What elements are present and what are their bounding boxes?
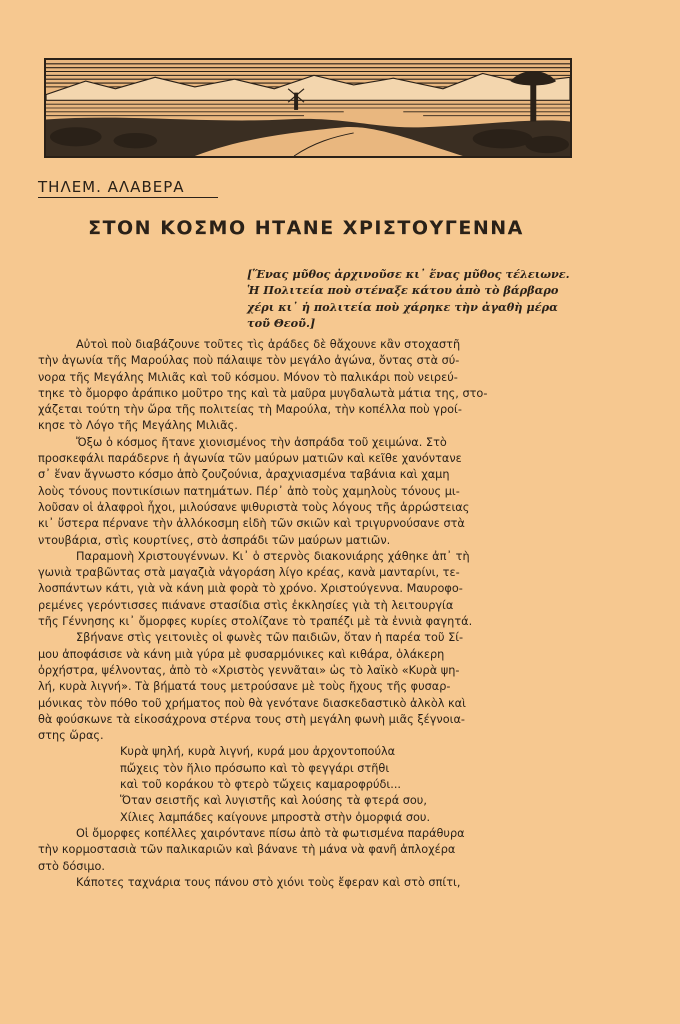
paragraph-6 [38,875,586,891]
verse-line: καὶ τοῦ κοράκου τὸ φτερὸ τὤχεις καμαροφρύδι... [120,778,402,792]
text-line: Ὄξω ὁ κόσμος ἤτανε χιονισμένος τὴν ἀσπράδα τοῦ χειμώνα. Στὸ [76,435,447,449]
author-name: ΤΗΛΕΜ. ΑΛΑΒΕΡΑ [38,178,185,196]
text-line: στὸ δόσιμο. [38,859,105,873]
landscape-engraving-icon [46,60,570,156]
text-line: νορα τῆς Μεγάλης Μιλιᾶς καὶ τοῦ κόσμου. Μόνον τὸ παλικάρι ποὺ νειρεύ- [38,370,458,384]
text-line: στης ὥρας. [38,729,104,743]
text-line: Κάποτες ταχνάρια τους πάνου στὸ χιόνι τοὺς ἔφεραν καὶ στὸ σπίτι, [76,875,461,889]
verse-line: πὤχεις τὸν ἥλιο πρόσωπο καὶ τὸ φεγγάρι στῆθι [120,761,390,775]
text-line: μου ἀποφάσισε νὰ κάνη μιὰ γύρα μὲ φυσαρμόνικες καὶ κιθάρα, ὁλάκερη [38,647,445,661]
text-line: τῆς Γέννησης κι᾿ ὄμορφες κυρίες στολίζανε τὸ τραπέζι μὲ τὰ ἐννιὰ φαγητά. [38,615,473,629]
text-line: ὀρχήστρα, ψέλνοντας, ἀπὸ τὸ «Χριστὸς γεννᾶται» ὡς τὸ λαϊκὸ «Κυρὰ ψη- [38,663,460,677]
paragraph-3 [38,549,586,630]
text-line: Αὐτοὶ ποὺ διαβάζουνε τοῦτες τὶς ἀράδες δὲ θἄχουνε κἂν στοχαστῆ [76,338,461,351]
text-line: σ᾿ ἕναν ἄγνωστο κόσμο ἀπὸ ζουζούνια, ἀραχνιασμένα ταβάνια καὶ χαμη [38,468,450,482]
text-line: Σβήνανε στὶς γειτονιὲς οἱ φωνὲς τῶν παιδιῶν, ὅταν ἡ παρέα τοῦ Σί- [76,631,464,645]
paragraph-5 [38,826,586,875]
text-line: Παραμονὴ Χριστουγέννων. Κι᾿ ὁ στερνὸς διακονιάρης χάθηκε ἀπ᾿ τὴ [76,549,470,563]
verse-line: Κυρὰ ψηλή, κυρὰ λιγνή, κυρά μου ἀρχοντοπούλα [120,745,396,759]
epigraph-line: [Ἕνας μῦθος ἀρχινοῦσε κι᾿ ἕνας μῦθος τέλειωνε. [247,267,570,281]
text-line: θὰ φούσκωνε τὰ εἰκοσάχρονα στέρνα τους στὴ μεγάλη φωνὴ μιᾶς ξέγνοια- [38,712,465,726]
text-line: τὴν κορμοστασιὰ τῶν παλικαριῶν καὶ βάνανε τὴ μάνα νὰ φανῆ ἀπλοχέρα [38,843,456,857]
verse-line: Χίλιες λαμπάδες καίγουνε μπροστὰ στὴν ὀμορφιά σου. [120,810,431,824]
epigraph-line: χέρι κι᾿ ἡ πολιτεία ποὺ χάρηκε τὴν ἀγαθὴ μέρα [247,299,558,314]
paragraph-1 [38,337,586,435]
article-title: ΣΤΟΝ ΚΟΣΜΟ ΗΤΑΝΕ ΧΡΙΣΤΟΥΓΕΝΝΑ [88,217,524,239]
text-line: προσκεφάλι παράδερνε ἡ ἀγωνία τῶν μαύρων ματιῶν καὶ κεῖθε χανόντανε [38,452,462,466]
text-line: Οἱ ὄμορφες κοπέλλες χαιρόντανε πίσω ἀπὸ τὰ φωτισμένα παράθυρα [76,826,465,840]
article-body [38,337,586,891]
landscape-illustration [44,58,572,158]
poem-verse [38,744,586,825]
epigraph [247,266,590,332]
text-line: γωνιὰ τραβῶντας στὰ μαγαζιὰ νἀγοράση λίγο κρέας, κανὰ μανταρίνι, τε- [38,566,460,580]
text-line: λοσπάντων κάτι, γιὰ νὰ κάνη μιὰ φορὰ τὸ χρόνο. Χριστούγεννα. Μαυροφο- [38,582,463,596]
text-line: λοὺς τόνους ποντικίσιων πατημάτων. Πέρ᾿ ἀπὸ τοὺς χαμηλοὺς τόνους μι- [38,484,460,498]
text-line: ντουβάρια, στὶς κουρτίνες, στὸ ἀσπράδι τῶν μαύρων ματιῶν. [38,533,391,547]
author-underline [38,197,218,198]
text-line: τὴν ἀγωνία τῆς Μαρούλας ποὺ πάλαιψε τὸν μεγάλο ἀγώνα, ὄντας στὰ σύ- [38,354,460,368]
paragraph-2 [38,435,586,549]
epigraph-line: Ἡ Πολιτεία ποὺ στέναξε κάτου ἀπὸ τὸ βάρβαρο [247,283,559,298]
text-line: μόνικας τὸν πόθο τοῦ χρήματος ποὺ θὰ γενότανε διασκεδαστικὸ ἀλκὸλ καὶ [38,696,466,710]
paragraph-4 [38,630,586,744]
verse-line: Ὅταν σειστῆς καὶ λυγιστῆς καὶ λούσης τὰ φτερά σου, [120,794,427,808]
text-line: κησε τὸ Λόγο τῆς Μεγάλης Μιλιᾶς. [38,419,238,433]
text-line: ρεμένες γερόντισσες πιάνανε στασίδια στὶς ἐκκλησίες γιὰ τὴ λειτουργία [38,598,454,612]
text-line: λοῦσαν οἱ ἀλαφροὶ ἦχοι, μιλούσανε ψιθυριστὰ τοὺς λόγους τῆς ἀρρώστειας [38,500,470,514]
text-line: χάζεται τούτη τὴν ὥρα τῆς πολιτείας τὴ Μαρούλα, τὴν κοπέλλα ποὺ γροί- [38,403,462,417]
epigraph-line: τοῦ Θεοῦ.] [247,316,316,331]
text-line: κι᾿ ὕστερα πέρνανε τὴν ἀλλόκοσμη εἰδὴ τῶν σκιῶν καὶ τριγυρνούσανε στὰ [38,517,465,531]
text-line: τηκε τὸ ὄμορφο ἀράπικο μοῦτρο της καὶ τὰ μαῦρα μυγδαλωτὰ μάτια της, στο- [38,386,488,400]
text-line: λή, κυρὰ λιγνή». Τὰ βήματά τους μετρούσανε μὲ τοὺς ἤχους τῆς φυσαρ- [38,680,451,694]
